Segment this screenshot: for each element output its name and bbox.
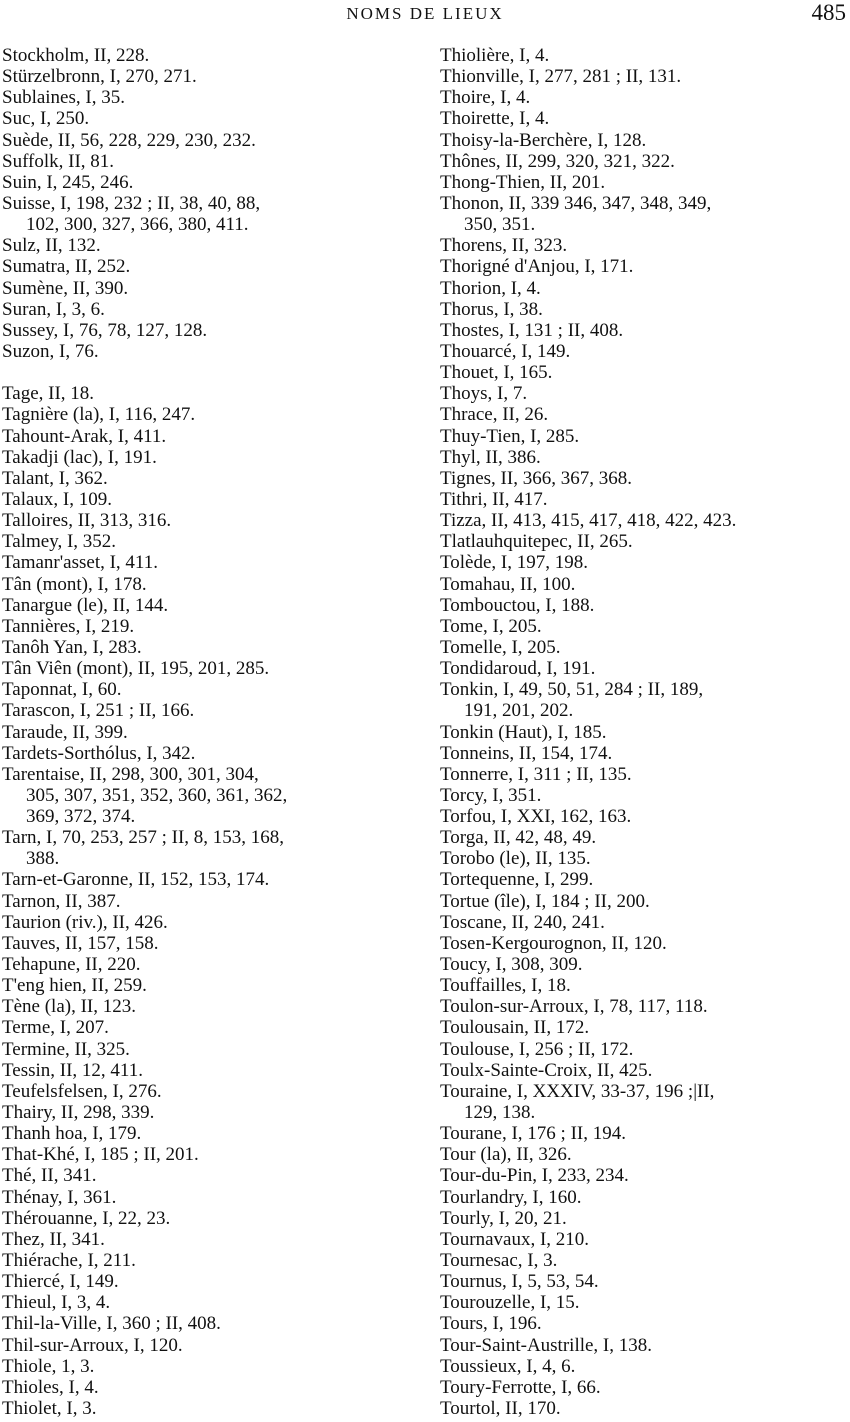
- index-entry: Thoire, I, 4.: [440, 87, 531, 109]
- index-entry: Thiérache, I, 211.: [2, 1250, 136, 1272]
- index-entry: Thiolière, I, 4.: [440, 45, 550, 66]
- index-entry: Torga, II, 42, 48, 49.: [440, 827, 597, 849]
- index-entry: Taponnat, I, 60.: [2, 679, 122, 701]
- index-entry: Tour (la), II, 326.: [440, 1144, 572, 1166]
- index-entry: Tarascon, I, 251 ; II, 166.: [2, 700, 195, 722]
- index-entry: Stockholm, II, 228.: [2, 45, 150, 66]
- index-entry: Tourane, I, 176 ; II, 194.: [440, 1123, 626, 1145]
- index-entry: Thez, II, 341.: [2, 1228, 105, 1250]
- index-entry: Tolède, I, 197, 198.: [440, 552, 589, 574]
- index-entry: Toulousain, II, 172.: [440, 1017, 590, 1039]
- index-entry: Tithri, II, 417.: [440, 488, 548, 510]
- index-entry: Thil-sur-Arroux, I, 120.: [2, 1334, 183, 1356]
- index-entry: Teufelsfelsen, I, 276.: [2, 1080, 162, 1102]
- index-entry: Toulon-sur-Arroux, I, 78, 117, 118.: [440, 996, 708, 1018]
- index-entry: Tonnerre, I, 311 ; II, 135.: [440, 763, 632, 785]
- index-entry-continuation: 350, 351.: [464, 214, 536, 236]
- index-entry: Thorens, II, 323.: [440, 235, 568, 257]
- index-entry: Tomelle, I, 205.: [440, 636, 561, 658]
- index-entry: Sussey, I, 76, 78, 127, 128.: [2, 319, 208, 341]
- index-entry: Thonon, II, 339 346, 347, 348, 349,: [440, 192, 712, 214]
- index-entry: Tonneins, II, 154, 174.: [440, 742, 613, 764]
- running-title: NOMS DE LIEUX: [346, 4, 504, 23]
- index-entry: Thong-Thien, II, 201.: [440, 171, 606, 193]
- index-entry: Toussieux, I, 4, 6.: [440, 1355, 576, 1377]
- index-entry: Taurion (riv.), II, 426.: [2, 911, 168, 933]
- index-entry: Sumène, II, 390.: [2, 277, 129, 299]
- index-entry: Tarn, I, 70, 253, 257 ; II, 8, 153, 168,: [2, 827, 285, 849]
- index-entry: Tournavaux, I, 210.: [440, 1228, 590, 1250]
- index-entry: Tanargue (le), II, 144.: [2, 594, 169, 616]
- index-entry: Talloires, II, 313, 316.: [2, 510, 172, 532]
- index-entry: Thuy-Tien, I, 285.: [440, 425, 580, 447]
- index-entry: Thoys, I, 7.: [440, 383, 528, 405]
- index-entry: Sumatra, II, 252.: [2, 256, 131, 278]
- index-entry-continuation: 102, 300, 327, 366, 380, 411.: [26, 214, 249, 236]
- index-entry: Toucy, I, 308, 309.: [440, 954, 583, 976]
- index-entry: Thiole, 1, 3.: [2, 1355, 95, 1377]
- index-entry: Thioles, I, 4.: [2, 1376, 99, 1398]
- index-entry: Thiolet, I, 3.: [2, 1398, 97, 1419]
- index-entry: Suin, I, 245, 246.: [2, 171, 134, 193]
- index-entry: Tomahau, II, 100.: [440, 573, 576, 595]
- index-entry: Thénay, I, 361.: [2, 1186, 117, 1208]
- index-entry: Tlatlauhquitepec, II, 265.: [440, 531, 633, 553]
- index-entry: Thyl, II, 386.: [440, 446, 541, 468]
- index-entry: Tehapune, II, 220.: [2, 954, 141, 976]
- index-entry: Tour-Saint-Austrille, I, 138.: [440, 1334, 653, 1356]
- index-entry: Tardets-Sorthólus, I, 342.: [2, 742, 196, 764]
- index-entry: Suisse, I, 198, 232 ; II, 38, 40, 88,: [2, 192, 261, 214]
- index-entry: Thanh hoa, I, 179.: [2, 1123, 142, 1145]
- index-entry: Tène (la), II, 123.: [2, 996, 136, 1018]
- index-entry: Suran, I, 3, 6.: [2, 298, 105, 320]
- index-entry: Tortequenne, I, 299.: [440, 869, 594, 891]
- index-entry: Thrace, II, 26.: [440, 404, 549, 426]
- index-entry: Thiercé, I, 149.: [2, 1271, 119, 1293]
- page-number: 485: [811, 0, 846, 25]
- index-entry: Stürzelbronn, I, 270, 271.: [2, 66, 197, 88]
- index-entry: Suzon, I, 76.: [2, 340, 99, 362]
- index-entry: Tourlandry, I, 160.: [440, 1186, 582, 1208]
- index-entry-continuation: 369, 372, 374.: [26, 806, 136, 828]
- index-entry: Tannières, I, 219.: [2, 615, 135, 637]
- index-entry: Thieul, I, 3, 4.: [2, 1292, 111, 1314]
- index-entry: Tage, II, 18.: [2, 383, 95, 405]
- index-entry: Tour-du-Pin, I, 233, 234.: [440, 1165, 629, 1187]
- index-entry: Tizza, II, 413, 415, 417, 418, 422, 423.: [440, 510, 737, 532]
- index-entry: Terme, I, 207.: [2, 1017, 109, 1039]
- index-entry: Tonkin, I, 49, 50, 51, 284 ; II, 189,: [440, 679, 704, 701]
- index-entry: Suffolk, II, 81.: [2, 150, 115, 172]
- index-entry-continuation: 129, 138.: [464, 1102, 536, 1124]
- index-entry: Tourtol, II, 170.: [440, 1398, 561, 1419]
- index-entry: Touraine, I, XXXIV, 33-37, 196 ;|II,: [440, 1080, 715, 1102]
- index-entry: Thionville, I, 277, 281 ; II, 131.: [440, 66, 682, 88]
- index-entry-continuation: 388.: [26, 848, 60, 870]
- index-entry: Thérouanne, I, 22, 23.: [2, 1207, 171, 1229]
- index-entry: Tagnière (la), I, 116, 247.: [2, 404, 196, 426]
- index-entry: Thé, II, 341.: [2, 1165, 97, 1187]
- index-entry: Toulouse, I, 256 ; II, 172.: [440, 1038, 634, 1060]
- index-entry: Takadji (lac), I, 191.: [2, 446, 157, 468]
- index-entry: Torfou, I, XXI, 162, 163.: [440, 806, 632, 828]
- index-entry: Tahount-Arak, I, 411.: [2, 425, 167, 447]
- index-entry: Suc, I, 250.: [2, 108, 90, 130]
- index-entry: Thoirette, I, 4.: [440, 108, 550, 130]
- index-entry: Tourouzelle, I, 15.: [440, 1292, 580, 1314]
- index-entry: Tessin, II, 12, 411.: [2, 1059, 143, 1081]
- index-entry: Talmey, I, 352.: [2, 531, 117, 553]
- index-entry: That-Khé, I, 185 ; II, 201.: [2, 1144, 199, 1166]
- index-entry: Toscane, II, 240, 241.: [440, 911, 605, 933]
- index-entry: Thostes, I, 131 ; II, 408.: [440, 319, 624, 341]
- index-entry: Tondidaroud, I, 191.: [440, 658, 596, 680]
- index-entry: Thairy, II, 298, 339.: [2, 1102, 155, 1124]
- index-entry: Torcy, I, 351.: [440, 784, 542, 806]
- index-entry-continuation: 305, 307, 351, 352, 360, 361, 362,: [26, 784, 288, 806]
- index-entry: Thorus, I, 38.: [440, 298, 543, 320]
- index-entry: Tamanr'asset, I, 411.: [2, 552, 158, 574]
- index-entry: Tignes, II, 366, 367, 368.: [440, 467, 632, 489]
- index-entry: Tân (mont), I, 178.: [2, 573, 147, 595]
- index-entry: Thouarcé, I, 149.: [440, 340, 571, 362]
- index-column-left: [2, 45, 422, 1419]
- index-entry: Tourly, I, 20, 21.: [440, 1207, 567, 1229]
- section-gap: [2, 362, 422, 383]
- index-entry: T'eng hien, II, 259.: [2, 975, 147, 997]
- index-entry: Tân Viên (mont), II, 195, 201, 285.: [2, 658, 270, 680]
- index-entry: Touffailles, I, 18.: [440, 975, 571, 997]
- index-entry: Sublaines, I, 35.: [2, 87, 125, 109]
- index-entry: Thouet, I, 165.: [440, 362, 553, 384]
- index-entry: Suède, II, 56, 228, 229, 230, 232.: [2, 129, 256, 151]
- index-entry: Tonkin (Haut), I, 185.: [440, 721, 607, 743]
- index-entry: Taraude, II, 399.: [2, 721, 128, 743]
- index-entry: Talant, I, 362.: [2, 467, 108, 489]
- index-entry: Talaux, I, 109.: [2, 488, 113, 510]
- index-entry: Tarn-et-Garonne, II, 152, 153, 174.: [2, 869, 270, 891]
- index-entry: Thil-la-Ville, I, 360 ; II, 408.: [2, 1313, 221, 1335]
- index-entry: Tarnon, II, 387.: [2, 890, 121, 912]
- index-entry: Thoisy-la-Berchère, I, 128.: [440, 129, 647, 151]
- index-entry: Tortue (île), I, 184 ; II, 200.: [440, 890, 650, 912]
- index-entry: Thorigné d'Anjou, I, 171.: [440, 256, 634, 278]
- index-entry: Tarentaise, II, 298, 300, 301, 304,: [2, 763, 259, 785]
- index-entry: Tournus, I, 5, 53, 54.: [440, 1271, 599, 1293]
- index-entry: Thônes, II, 299, 320, 321, 322.: [440, 150, 675, 172]
- index-entry: Tauves, II, 157, 158.: [2, 932, 159, 954]
- index-entry: Torobo (le), II, 135.: [440, 848, 591, 870]
- index-entry: Tanôh Yan, I, 283.: [2, 636, 142, 658]
- index-entry-continuation: 191, 201, 202.: [464, 700, 574, 722]
- index-entry: Toury-Ferrotte, I, 66.: [440, 1376, 601, 1398]
- index-entry: Toulx-Sainte-Croix, II, 425.: [440, 1059, 653, 1081]
- index-entry: Termine, II, 325.: [2, 1038, 130, 1060]
- index-entry: Tome, I, 205.: [440, 615, 542, 637]
- index-entry: Tosen-Kergourognon, II, 120.: [440, 932, 667, 954]
- index-column-right: [440, 45, 848, 1419]
- index-entry: Sulz, II, 132.: [2, 235, 101, 257]
- index-entry: Tombouctou, I, 188.: [440, 594, 595, 616]
- index-entry: Thorion, I, 4.: [440, 277, 541, 299]
- index-entry: Tours, I, 196.: [440, 1313, 542, 1335]
- index-entry: Tournesac, I, 3.: [440, 1250, 558, 1272]
